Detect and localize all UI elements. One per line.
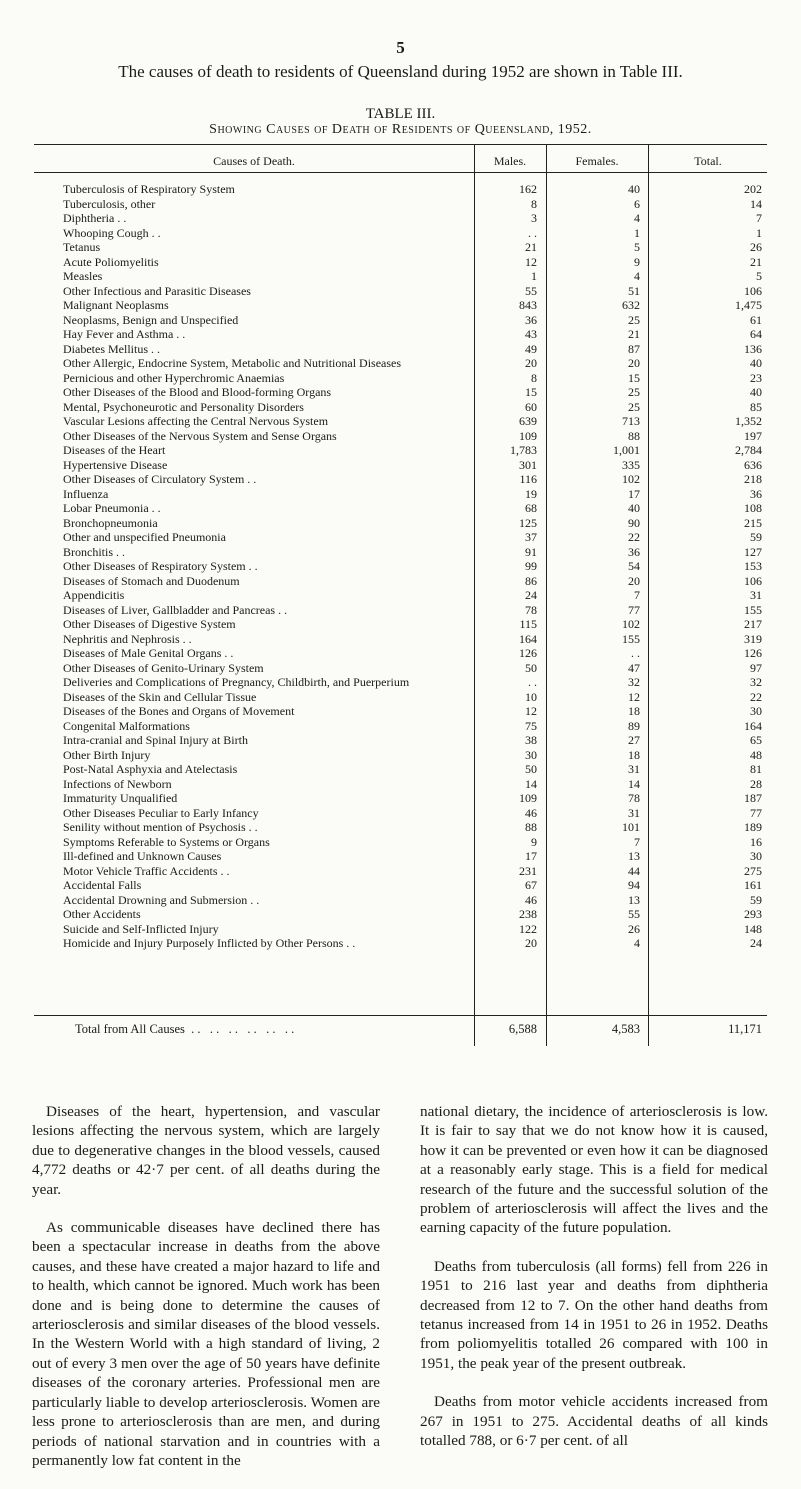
table-row	[0, 545, 801, 560]
body-right-column	[420, 1102, 768, 1470]
table-row	[0, 385, 801, 400]
males-cell: 20	[525, 356, 537, 370]
males-cell: 55	[525, 283, 537, 298]
table-row	[0, 878, 801, 893]
table-row	[0, 530, 801, 545]
cause-cell: Other Diseases of Circulatory System . .	[63, 472, 257, 486]
males-cell: 9	[531, 834, 537, 849]
males-cell: 43	[525, 327, 537, 341]
total-cell: 85	[750, 399, 762, 414]
table-row	[0, 907, 801, 922]
cause-cell: Malignant Neoplasms	[63, 298, 169, 312]
cause-cell: Other Diseases of Genito-Urinary System	[63, 660, 264, 675]
males-cell: 30	[525, 747, 537, 762]
intro-text: The causes of death to residents of Queensland during 1952 are shown in Table III.	[118, 62, 683, 81]
table-row	[0, 632, 801, 647]
total-cell: 215	[744, 515, 762, 530]
females-cell: 25	[628, 385, 640, 399]
females-cell: 1	[634, 225, 640, 240]
females-cell: 51	[628, 283, 640, 298]
table-row	[0, 458, 801, 473]
males-cell: 60	[525, 399, 537, 414]
cause-cell: Diseases of the Skin and Cellular Tissue	[63, 689, 257, 704]
total-cell: 64	[750, 327, 762, 341]
table-row	[0, 327, 801, 342]
header-total: Total.	[694, 154, 722, 168]
header-cause: Causes of Death.	[213, 154, 295, 168]
total-cell: 108	[744, 501, 762, 515]
total-cell: 189	[744, 820, 762, 834]
table-row	[0, 922, 801, 937]
males-cell: 50	[525, 660, 537, 675]
total-cell: 106	[744, 283, 762, 298]
females-cell: 7	[634, 588, 640, 602]
females-cell: 78	[628, 791, 640, 805]
total-cell: 61	[750, 312, 762, 327]
total-cell: 2,784	[735, 443, 762, 457]
total-cell: 636	[744, 457, 762, 472]
cause-cell: Intra-cranial and Spinal Injury at Birth	[63, 733, 248, 747]
table-row	[0, 835, 801, 850]
total-cell: 275	[744, 863, 762, 878]
males-cell: 8	[531, 370, 537, 385]
cause-cell: Symptoms Referable to Systems or Organs	[63, 834, 270, 849]
males-cell: 50	[525, 762, 537, 776]
cause-cell: Post-Natal Asphyxia and Atelectasis	[63, 762, 238, 776]
table-row	[0, 298, 801, 313]
table-row	[0, 182, 801, 197]
table-row	[0, 342, 801, 357]
table-row	[0, 777, 801, 792]
table-row	[0, 255, 801, 270]
males-cell: 49	[525, 341, 537, 356]
total-cell: 148	[744, 921, 762, 936]
cause-cell: Accidental Drowning and Submersion . .	[63, 892, 260, 907]
total-cell: 32	[750, 675, 762, 689]
table-row	[0, 472, 801, 487]
cause-cell: Whooping Cough . .	[63, 225, 161, 240]
females-cell: 4	[634, 936, 640, 950]
females-cell: 14	[628, 776, 640, 791]
females-cell: 31	[628, 805, 640, 820]
cause-cell: Measles	[63, 269, 103, 283]
males-cell: 67	[525, 878, 537, 892]
cause-cell: Vascular Lesions affecting the Central Nervous System	[63, 414, 329, 428]
males-cell: 91	[525, 544, 537, 559]
males-cell: 20	[525, 936, 537, 950]
table-row	[0, 661, 801, 676]
total-cell: 40	[750, 385, 762, 399]
table-row	[0, 893, 801, 908]
males-cell: 162	[519, 182, 537, 196]
cause-cell: Diseases of the Bones and Organs of Movement	[63, 704, 295, 718]
males-cell: 1	[531, 269, 537, 283]
page-number: 5	[396, 38, 405, 57]
total-cell: 14	[750, 196, 762, 211]
total-cell: 1	[756, 225, 762, 240]
total-cell: 126	[744, 646, 762, 660]
cause-cell: Lobar Pneumonia . .	[63, 501, 161, 515]
females-cell: 9	[634, 254, 640, 269]
total-cell: 7	[756, 211, 762, 225]
total-cell: 164	[744, 718, 762, 733]
paragraph: Diseases of the heart, hypertension, and vascular lesions affecting the nervous system, which are largely due to degenerative changes in the blood vessels, caused 4,772 deaths or 42·7 per cent. of all deaths during the year.	[32, 1103, 380, 1198]
table-row	[0, 675, 801, 690]
table-row	[0, 748, 801, 763]
total-cell: 1,352	[735, 414, 762, 428]
total-cell: 293	[744, 907, 762, 921]
cause-cell: Other and unspecified Pneumonia	[63, 530, 226, 544]
cause-cell: Tuberculosis, other	[63, 196, 156, 211]
males-cell: 3	[531, 211, 537, 225]
header-females: Females.	[575, 154, 619, 168]
total-males: 6,588	[508, 1022, 537, 1036]
males-cell: 125	[519, 515, 537, 530]
females-cell: 47	[628, 660, 640, 675]
table-row	[0, 646, 801, 661]
total-females: 4,583	[611, 1022, 640, 1036]
table-row	[0, 936, 801, 951]
males-cell: 12	[525, 704, 537, 718]
table-row	[0, 733, 801, 748]
total-label: Total from All Causes . . . . . . . . . . . .	[75, 1022, 295, 1036]
table-row	[0, 356, 801, 371]
total-row	[0, 1022, 801, 1038]
males-cell: 8	[531, 196, 537, 211]
cause-cell: Other Allergic, Endocrine System, Metabolic and Nutritional Diseases	[63, 356, 402, 370]
table-row	[0, 211, 801, 226]
females-cell: 17	[628, 486, 640, 501]
females-cell: 87	[628, 341, 640, 356]
total-cell: 127	[744, 544, 762, 559]
cause-cell: Other Diseases Peculiar to Early Infancy	[63, 805, 259, 820]
males-cell: 68	[525, 501, 537, 515]
total-top-rule	[34, 1015, 767, 1016]
total-cell: 65	[750, 733, 762, 747]
total-cell: 202	[744, 182, 762, 196]
females-cell: 40	[628, 501, 640, 515]
total-cell: 161	[744, 878, 762, 892]
females-cell: 31	[628, 762, 640, 776]
cause-cell: Motor Vehicle Traffic Accidents . .	[63, 863, 230, 878]
females-cell: 20	[628, 356, 640, 370]
cause-cell: Other Diseases of the Nervous System and Sense Organs	[63, 428, 337, 443]
males-cell: 46	[525, 805, 537, 820]
table-row	[0, 603, 801, 618]
total-cell: 40	[750, 356, 762, 370]
total-cell: 1,475	[735, 298, 762, 312]
total-cell: 31	[750, 588, 762, 602]
females-cell: 18	[628, 704, 640, 718]
females-cell: 101	[622, 820, 640, 834]
cause-cell: Diseases of Stomach and Duodenum	[63, 573, 240, 588]
males-cell: 843	[519, 298, 537, 312]
females-cell: 6	[634, 196, 640, 211]
total-cell: 59	[750, 530, 762, 544]
cause-cell: Acute Poliomyelitis	[63, 254, 159, 269]
total-cell: 217	[744, 617, 762, 631]
cause-cell: Tetanus	[63, 240, 101, 254]
cause-cell: Tuberculosis of Respiratory System	[63, 182, 235, 196]
cause-cell: Ill-defined and Unknown Causes	[63, 849, 222, 863]
females-cell: 7	[634, 834, 640, 849]
females-cell: 18	[628, 747, 640, 762]
cause-cell: Mental, Psychoneurotic and Personality Disorders	[63, 399, 304, 414]
table-row	[0, 820, 801, 835]
table-row	[0, 791, 801, 806]
total-cell: 36	[750, 486, 762, 501]
females-cell: 155	[622, 631, 640, 646]
total-cell: 81	[750, 762, 762, 776]
cause-cell: Other Infectious and Parasitic Diseases	[63, 283, 251, 298]
header-males: Males.	[493, 154, 527, 168]
table-body	[0, 182, 801, 951]
cause-cell: Other Diseases of the Blood and Blood-forming Organs	[63, 385, 332, 399]
cause-cell: Infections of Newborn	[63, 776, 172, 791]
males-cell: 99	[525, 559, 537, 573]
females-cell: 1,001	[613, 443, 640, 457]
paragraph: Deaths from motor vehicle accidents increased from 267 in 1951 to 275. Accidental deaths of all kinds totalled 788, or 6·7 per cent. of all	[420, 1393, 768, 1450]
table-row	[0, 516, 801, 531]
total-cell: 5	[756, 269, 762, 283]
cause-cell: Bronchopneumonia	[63, 515, 158, 530]
table-row	[0, 501, 801, 516]
males-cell: 231	[519, 863, 537, 878]
total-cell: 23	[750, 370, 762, 385]
females-cell: 40	[628, 182, 640, 196]
males-cell: 15	[525, 385, 537, 399]
males-cell: 37	[525, 530, 537, 544]
cause-cell: Suicide and Self-Inflicted Injury	[63, 921, 219, 936]
cause-cell: Hypertensive Disease	[63, 457, 168, 472]
header-bottom-rule	[34, 172, 767, 173]
table-row	[0, 371, 801, 386]
cause-cell: Influenza	[63, 486, 109, 501]
cause-cell: Neoplasms, Benign and Unspecified	[63, 312, 239, 327]
females-cell: 4	[634, 211, 640, 225]
females-cell: 13	[628, 892, 640, 907]
males-cell: 109	[519, 428, 537, 443]
total-cell: 136	[744, 341, 762, 356]
table-top-rule	[34, 144, 767, 145]
cause-cell: Diseases of Liver, Gallbladder and Pancreas . .	[63, 602, 288, 617]
cause-cell: Deliveries and Complications of Pregnancy, Childbirth, and Puerperium	[63, 675, 410, 689]
total-cell: 30	[750, 704, 762, 718]
males-cell: 1,783	[510, 443, 537, 457]
males-cell: 164	[519, 631, 537, 646]
total-cell: 21	[750, 254, 762, 269]
total-total: 11,171	[728, 1022, 762, 1036]
males-cell: . .	[528, 675, 537, 689]
table-row	[0, 762, 801, 777]
cause-cell: Other Diseases of Digestive System	[63, 617, 236, 631]
table-row	[0, 284, 801, 299]
males-cell: 116	[519, 472, 537, 486]
males-cell: 21	[525, 240, 537, 254]
total-cell: 24	[750, 936, 762, 950]
males-cell: 109	[519, 791, 537, 805]
cause-cell: Other Birth Injury	[63, 747, 151, 762]
total-cell: 319	[744, 631, 762, 646]
females-cell: 335	[622, 457, 640, 472]
males-cell: 238	[519, 907, 537, 921]
females-cell: 32	[628, 675, 640, 689]
total-cell: 77	[750, 805, 762, 820]
table-row	[0, 806, 801, 821]
males-cell: 75	[525, 718, 537, 733]
cause-cell: Senility without mention of Psychosis . .	[63, 820, 258, 834]
females-cell: 27	[628, 733, 640, 747]
cause-cell: Accidental Falls	[63, 878, 142, 892]
cause-cell: Appendicitis	[63, 588, 125, 602]
males-cell: 38	[525, 733, 537, 747]
table-row	[0, 588, 801, 603]
females-cell: 77	[628, 602, 640, 617]
table-row	[0, 864, 801, 879]
table-row	[0, 313, 801, 328]
females-cell: 15	[628, 370, 640, 385]
females-cell: 94	[628, 878, 640, 892]
table-row	[0, 849, 801, 864]
males-cell: 19	[525, 486, 537, 501]
cause-cell: Diseases of Male Genital Organs . .	[63, 646, 234, 660]
females-cell: 55	[628, 907, 640, 921]
table-row	[0, 617, 801, 632]
total-cell: 97	[750, 660, 762, 675]
females-cell: 713	[622, 414, 640, 428]
total-cell: 26	[750, 240, 762, 254]
females-cell: 44	[628, 863, 640, 878]
males-cell: 10	[525, 689, 537, 704]
table-row	[0, 704, 801, 719]
total-cell: 22	[750, 689, 762, 704]
table-row	[0, 414, 801, 429]
cause-cell: Other Accidents	[63, 907, 141, 921]
males-cell: 86	[525, 573, 537, 588]
cause-cell: Immaturity Unqualified	[63, 791, 178, 805]
females-cell: 13	[628, 849, 640, 863]
females-cell: 25	[628, 399, 640, 414]
table-row	[0, 443, 801, 458]
males-cell: 17	[525, 849, 537, 863]
total-cell: 197	[744, 428, 762, 443]
table-row	[0, 429, 801, 444]
females-cell: 36	[628, 544, 640, 559]
total-cell: 48	[750, 747, 762, 762]
table-subtitle: Showing Causes of Death of Residents of Queensland, 1952.	[209, 122, 592, 137]
females-cell: 102	[622, 617, 640, 631]
table-title: TABLE III.	[365, 106, 436, 122]
cause-cell: Diabetes Mellitus . .	[63, 341, 160, 356]
total-cell: 187	[744, 791, 762, 805]
total-cell: 106	[744, 573, 762, 588]
cause-cell: Congenital Malformations	[63, 718, 190, 733]
females-cell: 20	[628, 573, 640, 588]
males-cell: 126	[519, 646, 537, 660]
females-cell: 4	[634, 269, 640, 283]
males-cell: 115	[519, 617, 537, 631]
cause-cell: Diphtheria . .	[63, 211, 127, 225]
females-cell: 102	[622, 472, 640, 486]
total-cell: 59	[750, 892, 762, 907]
females-cell: 90	[628, 515, 640, 530]
total-cell: 153	[744, 559, 762, 573]
table-row	[0, 719, 801, 734]
table-row	[0, 574, 801, 589]
cause-cell: Diseases of the Heart	[63, 443, 166, 457]
table-row	[0, 240, 801, 255]
cause-cell: Homicide and Injury Purposely Inflicted by Other Persons . .	[63, 936, 356, 950]
females-cell: 21	[628, 327, 640, 341]
total-cell: 30	[750, 849, 762, 863]
females-cell: . .	[631, 646, 640, 660]
females-cell: 12	[628, 689, 640, 704]
cause-cell: Bronchitis . .	[63, 544, 125, 559]
total-cell: 155	[744, 602, 762, 617]
table-row	[0, 559, 801, 574]
females-cell: 22	[628, 530, 640, 544]
females-cell: 632	[622, 298, 640, 312]
females-cell: 88	[628, 428, 640, 443]
cause-cell: Nephritis and Nephrosis . .	[63, 631, 192, 646]
body-left-column	[32, 1102, 380, 1489]
males-cell: . .	[528, 225, 537, 240]
males-cell: 14	[525, 776, 537, 791]
females-cell: 5	[634, 240, 640, 254]
cause-cell: Pernicious and other Hyperchromic Anaemias	[63, 370, 285, 385]
table-row	[0, 226, 801, 241]
table-row	[0, 269, 801, 284]
paragraph: As communicable diseases have declined there has been a spectacular increase in deaths from the above causes, and these have created a major hazard to life and to health, which cannot be ignored. Much work has been done and is being done to determine the causes of arteriosclerosis and similar diseases of the blood vessels. In the Western World with a high standard of living, 2 out of every 3 men over the age of 50 years have definite diseases of the coronary arteries. Professional men are particularly liable to develop arteriosclerosis. Women are less prone to arteriosclerosis than are men, and during periods of national starvation and in countries with a permanently low fat content in the	[32, 1219, 380, 1469]
males-cell: 46	[525, 892, 537, 907]
table-row	[0, 400, 801, 415]
total-cell: 16	[750, 834, 762, 849]
cause-cell: Other Diseases of Respiratory System . .	[63, 559, 258, 573]
males-cell: 36	[525, 312, 537, 327]
females-cell: 54	[628, 559, 640, 573]
table-row	[0, 690, 801, 705]
females-cell: 25	[628, 312, 640, 327]
males-cell: 12	[525, 254, 537, 269]
cause-cell: Hay Fever and Asthma . .	[63, 327, 186, 341]
males-cell: 88	[525, 820, 537, 834]
females-cell: 26	[628, 921, 640, 936]
males-cell: 78	[525, 602, 537, 617]
males-cell: 639	[519, 414, 537, 428]
paragraph: national dietary, the incidence of arteriosclerosis is low. It is fair to say that we do not know how it is caused, how it can be prevented or even how it can be diagnosed at a reasonably early stage. This is a field for medical research of the future and the successful solution of the problem of arteriosclerosis will affect the lives and the earning capacity of the future population.	[420, 1103, 768, 1237]
males-cell: 122	[519, 921, 537, 936]
females-cell: 89	[628, 718, 640, 733]
males-cell: 301	[519, 457, 537, 472]
paragraph: Deaths from tuberculosis (all forms) fell from 226 in 1951 to 216 last year and deaths from diphtheria decreased from 12 to 7. On the other hand deaths from tetanus increased from 14 in 1951 to 26 in 1952. Deaths from poliomyelitis totalled 26 compared with 100 in 1951, the peak year of the present outbreak.	[420, 1257, 768, 1372]
table-row	[0, 197, 801, 212]
total-cell: 28	[750, 776, 762, 791]
table-row	[0, 487, 801, 502]
total-cell: 218	[744, 472, 762, 486]
males-cell: 24	[525, 588, 537, 602]
